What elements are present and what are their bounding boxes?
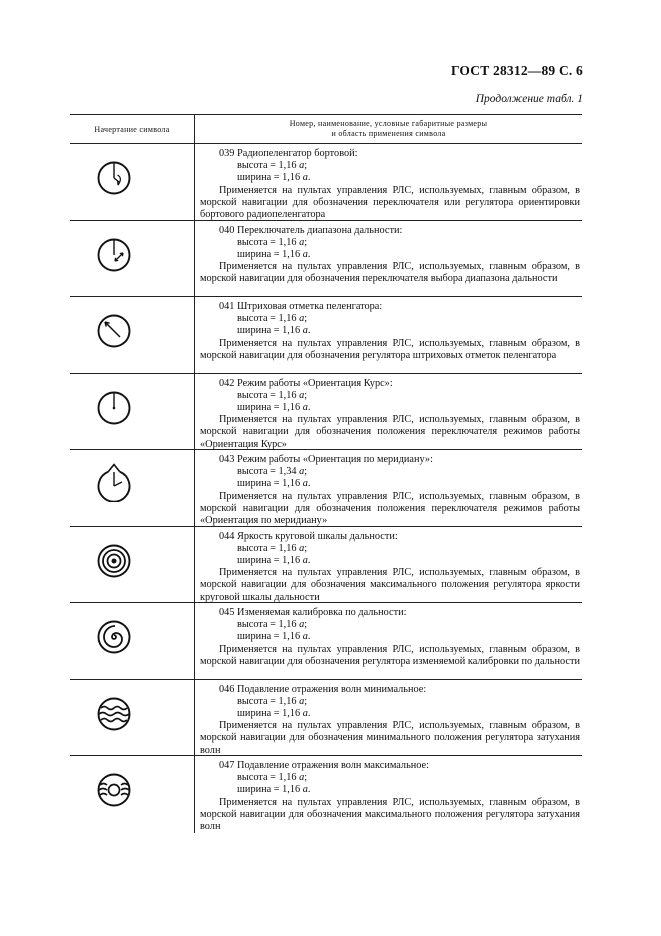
table-continuation-label: Продолжение табл. 1 xyxy=(475,93,583,105)
course-orientation-icon xyxy=(96,390,132,426)
table-row xyxy=(70,374,582,451)
symbol-width: ширина = 1,16 a. xyxy=(237,631,311,643)
symbol-height: высота = 1,16 a; xyxy=(237,389,308,401)
symbol-usage: Применяется на пультах управления РЛС, используемых, главным образом, в морской навигации для обозначения максимального положения регулятора затухания волн xyxy=(200,796,580,833)
symbol-width: ширина = 1,16 a. xyxy=(237,554,311,566)
sea-clutter-max-icon xyxy=(96,772,132,808)
symbol-width: ширина = 1,16 a. xyxy=(237,172,311,184)
symbol-width: ширина = 1,16 a. xyxy=(237,478,311,490)
symbol-usage: Применяется на пультах управления РЛС, используемых, главным образом, в морской навигации для обозначения регулятора изменяемой калибровки по дальности xyxy=(200,643,580,667)
table-row xyxy=(70,144,582,221)
symbol-title: 046 Подавление отражения волн минимальное: xyxy=(219,683,427,695)
range-switch-icon xyxy=(96,237,132,273)
table-header xyxy=(70,114,582,144)
symbol-title: 040 Переключатель диапазона дальности: xyxy=(219,224,403,236)
symbol-title: 044 Яркость круговой шкалы дальности: xyxy=(219,530,398,542)
symbol-usage: Применяется на пультах управления РЛС, используемых, главным образом, в морской навигации для обозначения переключателя или регулятора ориентировки бортового радиопеленгатора xyxy=(200,184,580,221)
table-row xyxy=(70,756,582,833)
symbol-height: высота = 1,16 a; xyxy=(237,160,308,172)
symbol-height: высота = 1,16 a; xyxy=(237,695,308,707)
symbol-title: 041 Штриховая отметка пеленгатора: xyxy=(219,301,383,312)
symbol-height: высота = 1,16 a; xyxy=(237,313,308,325)
symbol-title: 047 Подавление отражения волн максимальное: xyxy=(219,760,429,771)
table-row xyxy=(70,680,582,757)
symbol-width: ширина = 1,16 a. xyxy=(237,401,311,413)
bearing-cursor-icon xyxy=(96,313,132,349)
symbol-usage: Применяется на пультах управления РЛС, используемых, главным образом, в морской навигации для обозначения переключателя выбора диапазона дальности xyxy=(200,261,580,285)
range-rings-brightness-icon xyxy=(96,543,132,579)
meridian-orientation-icon xyxy=(96,462,132,502)
variable-range-calibration-icon xyxy=(96,619,132,655)
symbol-title: 039 Радиопеленгатор бортовой: xyxy=(219,148,358,159)
sea-clutter-min-icon xyxy=(96,696,132,732)
symbol-width: ширина = 1,16 a. xyxy=(237,325,311,337)
symbol-height: высота = 1,16 a; xyxy=(237,542,308,554)
symbol-usage: Применяется на пультах управления РЛС, используемых, главным образом, в морской навигации для обозначения регулятора штриховых отметок пеленгатора xyxy=(200,337,580,361)
column-header-description-line2: и область применения символа xyxy=(331,129,446,138)
column-header-description-line1: Номер, наименование, условные габаритные размеры xyxy=(289,119,488,128)
symbol-usage: Применяется на пультах управления РЛС, используемых, главным образом, в морской навигации для обозначения положения переключателя режимов работы «Ориентация Курс» xyxy=(200,414,580,450)
table-row xyxy=(70,603,582,680)
symbol-title: 043 Режим работы «Ориентация по меридиану»: xyxy=(219,454,433,465)
table-row xyxy=(70,297,582,374)
symbol-width: ширина = 1,16 a. xyxy=(237,784,311,796)
symbol-width: ширина = 1,16 a. xyxy=(237,248,311,260)
table-row xyxy=(70,527,582,604)
symbol-height: высота = 1,16 a; xyxy=(237,619,308,631)
radio-direction-finder-icon xyxy=(96,160,132,196)
symbol-height: высота = 1,16 a; xyxy=(237,772,308,784)
table-row xyxy=(70,221,582,298)
column-header-symbol: Начертание символа xyxy=(70,115,195,143)
symbol-usage: Применяется на пультах управления РЛС, используемых, главным образом, в морской навигации для обозначения максимального положения регулятора яркости круговой шкалы дальности xyxy=(200,567,580,603)
page-header-standard: ГОСТ 28312—89 С. 6 xyxy=(450,63,583,78)
symbol-usage: Применяется на пультах управления РЛС, используемых, главным образом, в морской навигации для обозначения положения переключателя режимов работы «Ориентация по меридиану» xyxy=(200,490,580,527)
column-header-description xyxy=(195,115,582,143)
symbol-height: высота = 1,34 a; xyxy=(237,466,308,478)
symbol-title: 045 Изменяемая калибровка по дальности: xyxy=(219,607,407,618)
symbols-table xyxy=(70,114,582,833)
symbol-usage: Применяется на пультах управления РЛС, используемых, главным образом, в морской навигации для обозначения минимального положения регулятора затухания волн xyxy=(200,720,580,756)
symbol-height: высота = 1,16 a; xyxy=(237,236,308,248)
table-row xyxy=(70,450,582,527)
symbol-title: 042 Режим работы «Ориентация Курс»: xyxy=(219,377,393,389)
symbol-width: ширина = 1,16 a. xyxy=(237,707,311,719)
